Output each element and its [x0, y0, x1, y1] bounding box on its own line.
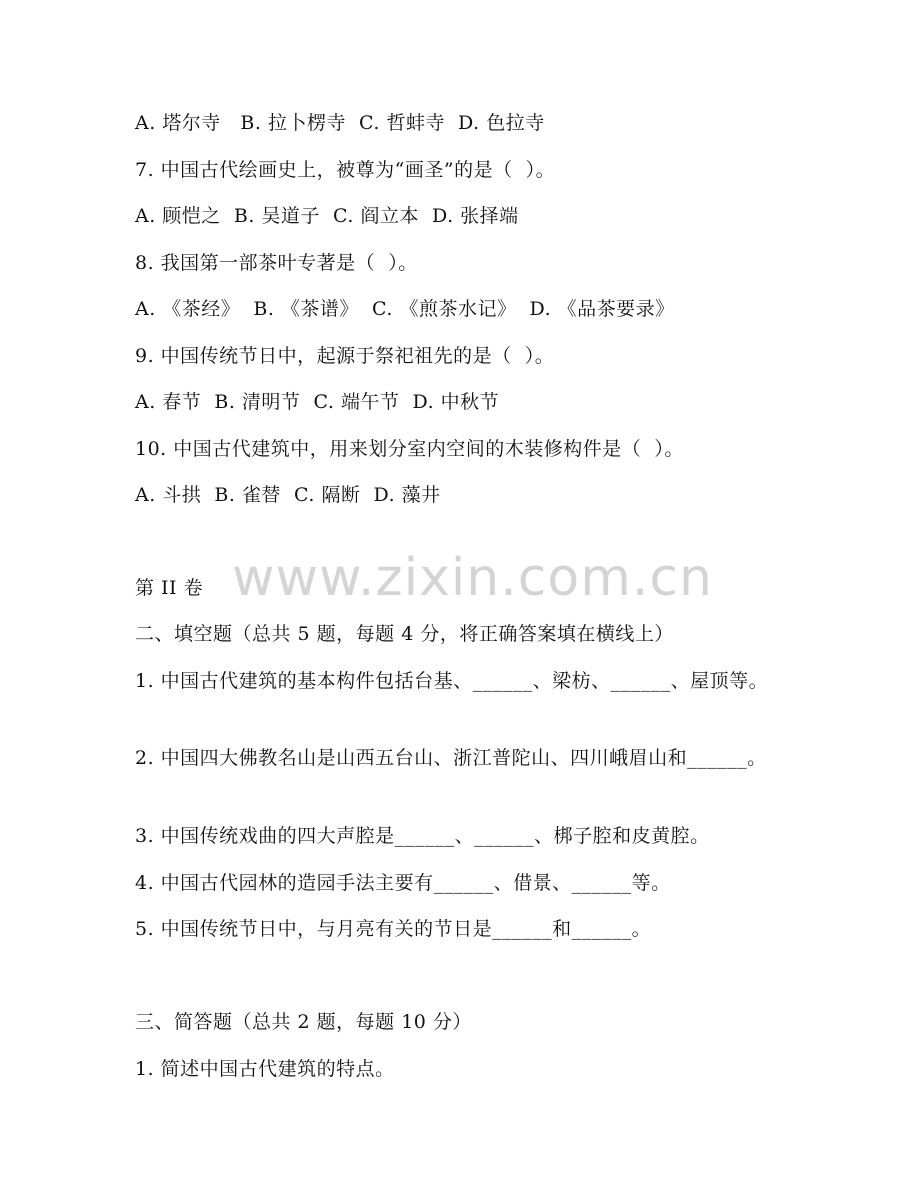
q8-options: A. 《茶经》 B. 《茶谱》 C. 《煎茶水记》 D. 《品茶要录》: [135, 298, 675, 320]
q9-options: A. 春节 B. 清明节 C. 端午节 D. 中秋节: [135, 391, 500, 413]
q6-options: A. 塔尔寺 B. 拉卜楞寺 C. 哲蚌寺 D. 色拉寺: [135, 112, 545, 134]
q7-options: A. 顾恺之 B. 吴道子 C. 阎立本 D. 张择端: [135, 205, 519, 227]
volume-2-title: 第 II 卷: [135, 577, 204, 599]
fill-question-2: 2. 中国四大佛教名山是山西五台山、浙江普陀山、四川峨眉山和______。: [135, 747, 767, 769]
q10-question: 10. 中国古代建筑中，用来划分室内空间的木装修构件是（ ）。: [135, 438, 684, 460]
q9-question: 9. 中国传统节日中，起源于祭祀祖先的是（ ）。: [135, 345, 555, 367]
q7-question: 7. 中国古代绘画史上，被尊为“画圣”的是（ ）。: [135, 159, 556, 181]
fill-question-3: 3. 中国传统戏曲的四大声腔是______、______、梆子腔和皮黄腔。: [135, 825, 710, 847]
fill-question-1: 1. 中国古代建筑的基本构件包括台基、______、梁枋、______、屋顶等。: [135, 670, 769, 692]
fill-section-title: 二、填空题（总共 5 题，每题 4 分，将正确答案填在横线上）: [135, 623, 674, 645]
short-answer-section-title: 三、简答题（总共 2 题，每题 10 分）: [135, 1011, 472, 1033]
watermark: www.zixin.com.cn: [232, 548, 713, 608]
q10-options: A. 斗拱 B. 雀替 C. 隔断 D. 藻井: [135, 484, 441, 506]
short-answer-question-1: 1. 简述中国古代建筑的特点。: [135, 1058, 395, 1080]
fill-question-5: 5. 中国传统节日中，与月亮有关的节日是______和______。: [135, 918, 652, 940]
q8-question: 8. 我国第一部茶叶专著是（ ）。: [135, 252, 418, 274]
fill-question-4: 4. 中国古代园林的造园手法主要有______、借景、______等。: [135, 872, 671, 894]
